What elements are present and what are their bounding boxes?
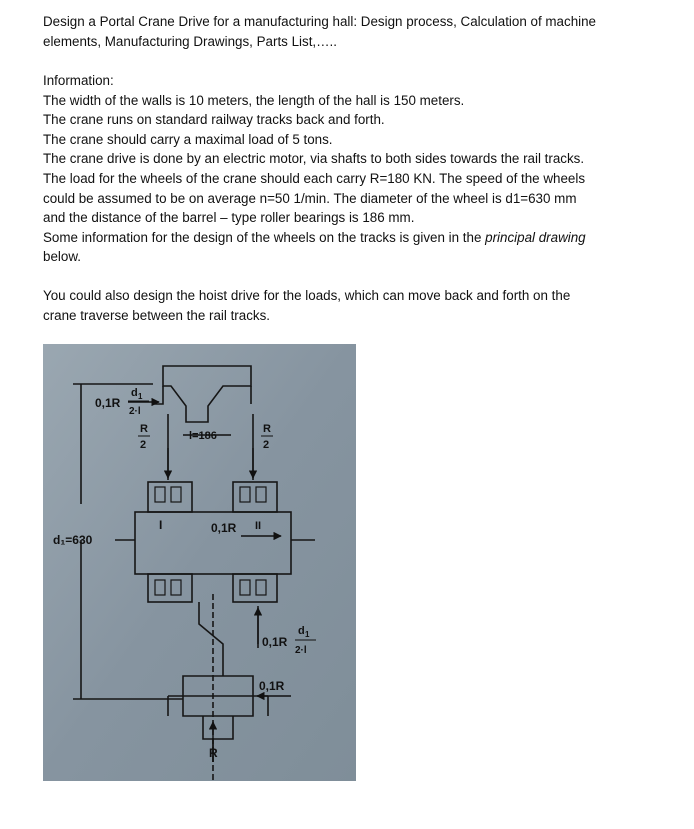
- label-2-left: 2: [140, 439, 147, 451]
- info-block: [43, 71, 663, 267]
- info-line: could be assumed to be on average n=50 1/min. The diameter of the wheel is d1=630 mm: [43, 190, 577, 206]
- label-01R-bottom: 0,1R: [259, 679, 285, 693]
- title-line-2: elements, Manufacturing Drawings, Parts List,…..: [43, 33, 337, 49]
- hoist-block: [43, 286, 663, 325]
- title-block: [43, 12, 663, 51]
- hoist-line-1: You could also design the hoist drive for the loads, which can move back and forth on the: [43, 288, 571, 303]
- label-II: II: [255, 520, 262, 532]
- wheel-assembly-drawing: [43, 344, 356, 781]
- info-line: The crane runs on standard railway tracks back and forth.: [43, 112, 385, 128]
- design-info-prefix: Some information for the design of the wheels on the tracks is given in the: [43, 229, 486, 245]
- label-I: I: [159, 518, 163, 532]
- label-R-left: R: [140, 423, 148, 435]
- hoist-line-2: crane traverse between the rail tracks.: [43, 307, 271, 323]
- label-l186: l=186: [189, 430, 217, 442]
- label-d1-right-sub: 1: [305, 630, 310, 639]
- label-01R-mid: 0,1R: [211, 521, 237, 535]
- info-line: The crane should carry a maximal load of 5 tons.: [43, 131, 333, 147]
- info-line: The load for the wheels of the crane should each carry R=180 KN. The speed of the wheels: [43, 170, 586, 186]
- label-2-right: 2: [263, 439, 270, 451]
- label-d1-right: d: [298, 625, 305, 637]
- title-line-1: Design a Portal Crane Drive for a manufacturing hall: Design process, Calculation of machine: [43, 14, 597, 29]
- label-d1-630: d₁=630: [53, 533, 93, 547]
- design-info-end: below.: [43, 249, 81, 265]
- label-R-bottom: R: [209, 746, 218, 760]
- label-2l-top: 2·l: [129, 406, 141, 417]
- info-heading: Information:: [43, 73, 114, 88]
- info-line: The crane drive is done by an electric motor, via shafts to both sides towards the rail tracks.: [43, 151, 585, 167]
- design-info-line: [43, 228, 663, 248]
- label-01R-right: 0,1R: [262, 635, 288, 649]
- label-2l-right: 2·l: [295, 645, 307, 656]
- info-line: and the distance of the barrel – type roller bearings is 186 mm.: [43, 210, 415, 226]
- label-d1-top-sub: 1: [138, 392, 143, 401]
- principal-drawing-text: principal drawing: [485, 229, 586, 245]
- label-d1-top: d: [131, 387, 138, 399]
- label-01R-top: 0,1R: [95, 396, 121, 410]
- principal-drawing: [43, 344, 356, 781]
- info-line: The width of the walls is 10 meters, the length of the hall is 150 meters.: [43, 92, 465, 108]
- label-R-right: R: [263, 423, 271, 435]
